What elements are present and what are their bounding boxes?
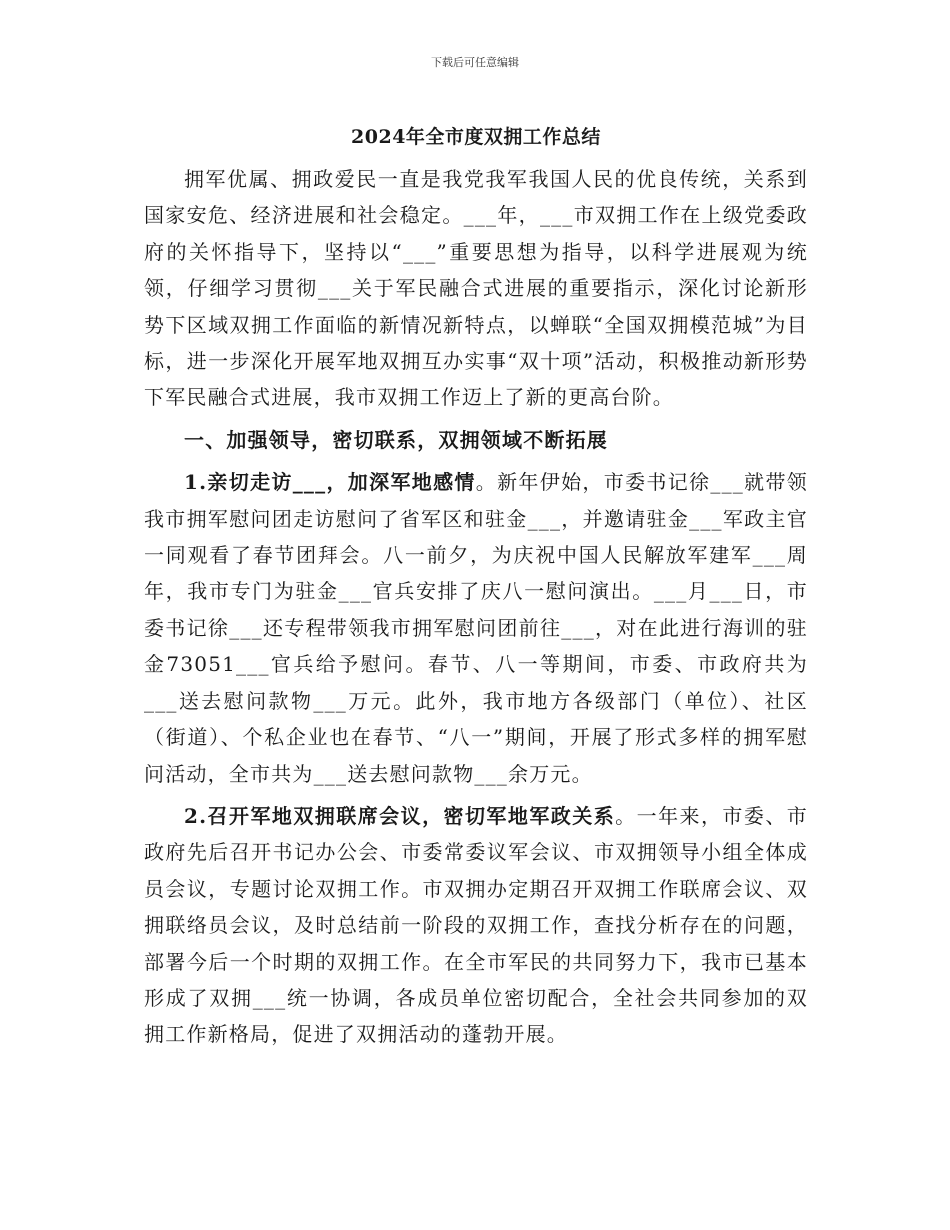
document-body (144, 122, 808, 1059)
item-1-lead: 1.亲切走访___，加深军地感情 (184, 470, 476, 495)
item-1-paragraph (144, 464, 808, 792)
item-2-text: 。一年来，市委、市政府先后召开书记办公会、市委常委议军会议、市双拥领导小组全体成员会议，专题讨论双拥工作。市双拥办定期召开双拥工作联席会议、双拥联络员会议，及时总结前一阶段的双拥工作，查找分析存在的问题，部署今后一个时期的双拥工作。在全市军民的共同努力下，我市已基本形成了双拥___统一协调，各成员单位密切配合，全社会共同参加的双拥工作新格局，促进了双拥活动的蓬勃开展。 (144, 803, 808, 1047)
header-note: 下载后可任意编辑 (431, 56, 519, 69)
document-title: 2024年全市度双拥工作总结 (351, 126, 601, 148)
item-1-text: 。新年伊始，市委书记徐___就带领我市拥军慰问团走访慰问了省军区和驻金___，并邀请驻金___军政主官一同观看了春节团拜会。八一前夕，为庆祝中国人民解放军建军___周年，我市专门为驻金___官兵安排了庆八一慰问演出。___月___日，市委书记徐___还专程带领我市拥军慰问团前往___，对在此进行海训的驻金73051___官兵给予慰问。春节、八一等期间，市委、市政府共为___送去慰问款物___万元。此外，我市地方各级部门（单位）、社区（街道）、个私企业也在春节、“八一”期间，开展了形式多样的拥军慰问活动，全市共为___送去慰问款物___余万元。 (144, 470, 808, 786)
item-2-lead: 2.召开军地双拥联席会议，密切军地军政关系 (184, 803, 616, 828)
item-2-paragraph (144, 798, 808, 1053)
section-1-heading: 一、加强领导，密切联系，双拥领域不断拓展 (184, 427, 608, 452)
intro-paragraph: 拥军优属、拥政爱民一直是我党我军我国人民的优良传统，关系到国家安危、经济进展和社会稳定。___年，___市双拥工作在上级党委政府的关怀指导下，坚持以“___”重要思想为指导，以科学进展观为统领，仔细学习贯彻___关于军民融合式进展的重要指示，深化讨论新形势下区域双拥工作面临的新情况新特点，以蝉联“全国双拥模范城”为目标，进一步深化开展军地双拥互办实事“双十项”活动，积极推动新形势下军民融合式进展，我市双拥工作迈上了新的更高台阶。 (144, 167, 808, 410)
